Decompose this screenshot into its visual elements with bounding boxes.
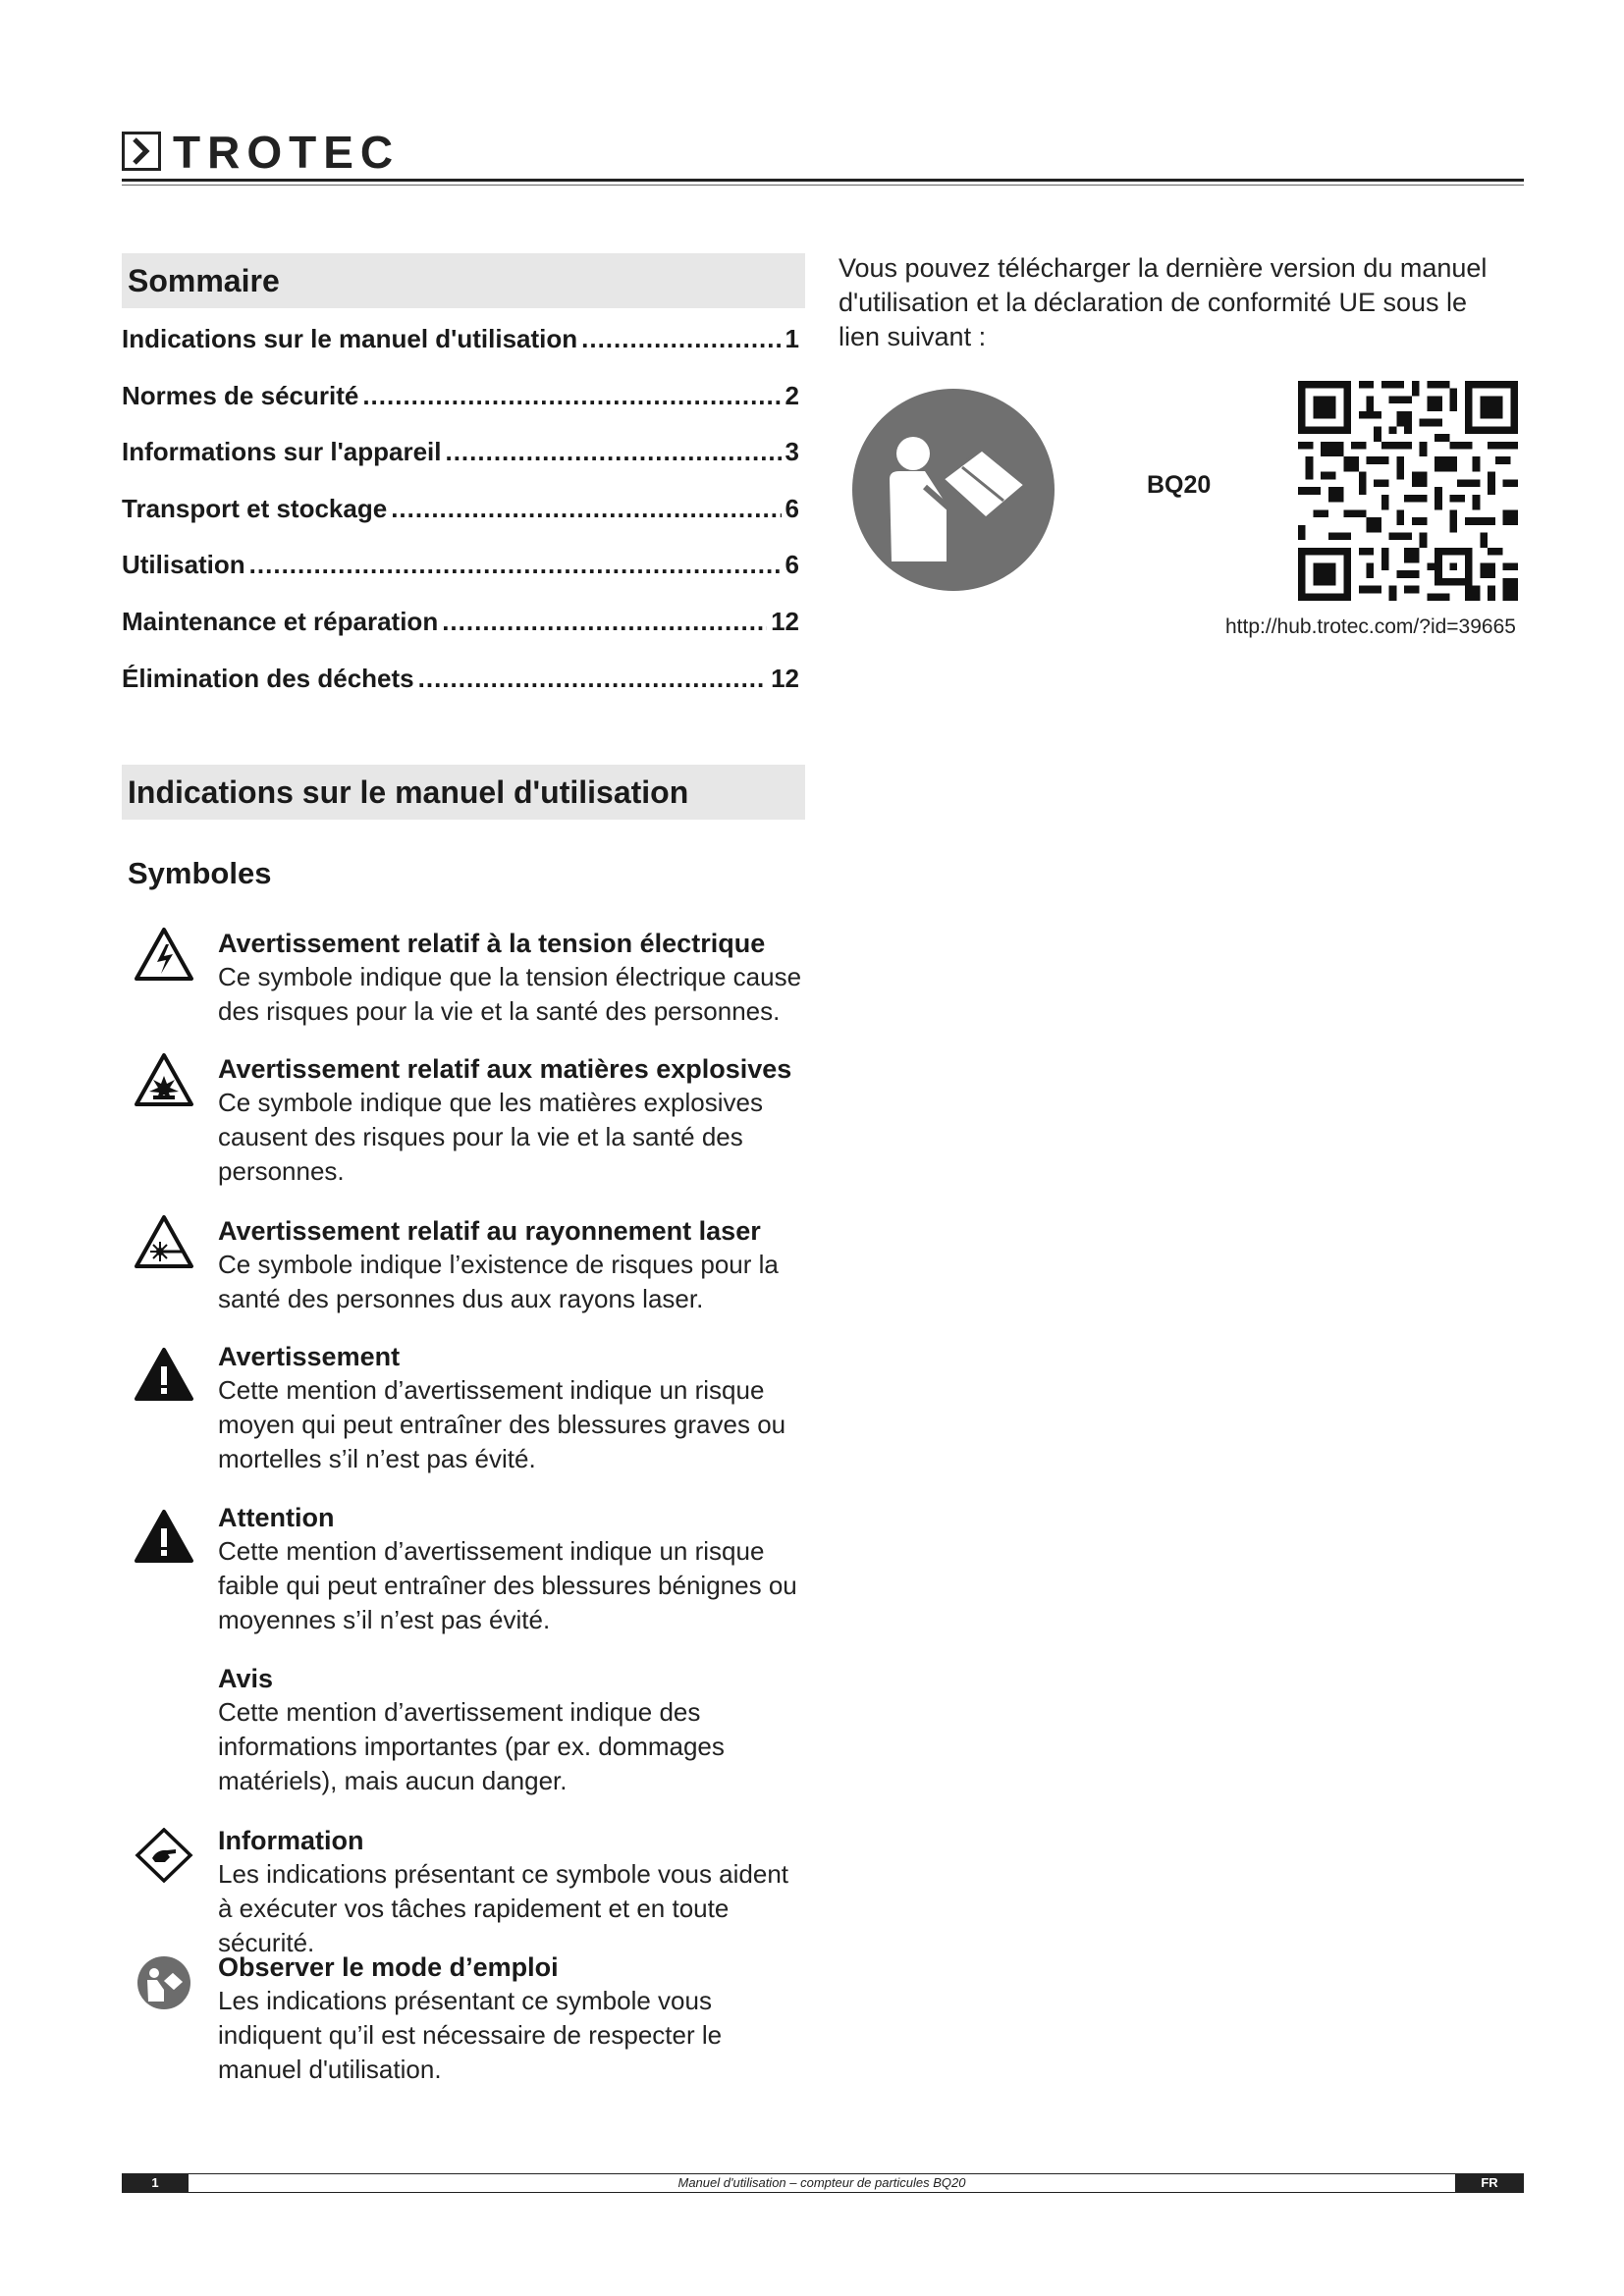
model-label: BQ20 [1147,471,1212,499]
footer-title: Manuel d'utilisation – compteur de particules BQ20 [677,2175,966,2190]
symbol-description: Ce symbole indique que la tension électrique cause des risques pour la vie et la santé des personnes. [218,962,802,1026]
toc-entry-page: 12 [771,663,799,693]
read-manual-icon [852,389,1055,591]
symbol-title: Attention [218,1503,335,1532]
symbol-description: Cette mention d’avertissement indique un risque moyen qui peut entraîner des blessures graves ou mortelles s’il n’est pas évité. [218,1375,786,1473]
warning-icon [134,1347,194,1402]
toc-entry-page: 2 [785,380,799,410]
information-icon [134,1828,194,1883]
symbol-entry [218,927,807,1029]
toc-entry-title: Normes de sécurité [122,380,359,410]
toc-entry-title: Indications sur le manuel d'utilisation [122,324,578,353]
laser-radiation-warning-icon [134,1214,194,1269]
attention-icon [134,1509,194,1564]
symbol-entry [218,1214,807,1316]
toc-entry-title: Informations sur l'appareil [122,437,442,467]
symbol-title: Avertissement relatif aux matières explosives [218,1054,792,1084]
toc-leader [362,381,781,411]
toc-entry-title: Utilisation [122,550,245,580]
toc-entry-page: 6 [785,493,799,523]
symbol-title: Avertissement relatif à la tension électrique [218,929,766,958]
toc-entry-title: Transport et stockage [122,493,388,523]
symbol-title: Observer le mode d’emploi [218,1952,559,1982]
table-of-contents [122,324,799,720]
toc-leader [581,324,781,354]
symbols-subheading: Symboles [128,856,272,890]
toc-entry[interactable] [122,494,799,551]
toc-entry[interactable] [122,437,799,494]
toc-entry-page: 3 [785,437,799,467]
electric-voltage-warning-icon [134,927,194,982]
toc-entry-title: Élimination des déchets [122,663,414,693]
footer-page-number: 1 [122,2173,189,2193]
toc-leader [418,664,767,694]
toc-entry[interactable] [122,381,799,438]
toc-entry[interactable] [122,607,799,664]
footer-language: FR [1455,2173,1524,2193]
symbol-entry [218,1950,807,2087]
symbol-description: Les indications présentant ce symbole vous indiquent qu’il est nécessaire de respecter le manuel d'utilisation. [218,1986,723,2084]
symbol-entry [218,1662,807,1798]
symbol-entry [218,1501,807,1637]
symbol-title: Information [218,1826,364,1855]
symbol-entry [218,1340,807,1476]
toc-leader [249,550,782,580]
toc-entry-page: 12 [771,606,799,636]
brand-logo-mark [122,132,161,171]
symbol-description: Ce symbole indique que les matières explosives causent des risques pour la vie et la santé des personnes. [218,1088,763,1186]
explosive-materials-warning-icon [134,1052,194,1107]
symbol-description: Cette mention d’avertissement indique un risque faible qui peut entraîner des blessures bénignes ou moyennes s’il n’est pas évité. [218,1536,797,1634]
symbol-title: Avertissement relatif au rayonnement laser [218,1216,761,1246]
symbol-description: Ce symbole indique l’existence de risques pour la santé des personnes dus aux rayons laser. [218,1250,779,1313]
symbol-description: Les indications présentant ce symbole vous aident à exécuter vos tâches rapidement et en toute sécurité. [218,1859,789,1957]
toc-leader [391,494,781,524]
read-manual-icon [134,1955,194,2010]
symbol-entry [218,1824,807,1960]
toc-entry-page: 6 [785,550,799,580]
brand-logo-text: TROTEC [173,127,401,178]
toc-entry-page: 1 [785,324,799,353]
symbol-title: Avertissement [218,1342,401,1371]
toc-entry-title: Maintenance et réparation [122,606,439,636]
symbol-title: Avis [218,1664,274,1693]
header-rule [122,179,1524,182]
download-url[interactable]: http://hub.trotec.com/?id=39665 [1225,615,1516,638]
toc-entry[interactable] [122,664,799,721]
toc-leader [442,607,767,637]
download-intro-text: Vous pouvez télécharger la dernière version du manuel d'utilisation et la déclaration de conformité UE sous le lien suivant : [839,253,1488,351]
toc-entry[interactable] [122,324,799,381]
symbol-description: Cette mention d’avertissement indique des informations importantes (par ex. dommages matériels), mais aucun danger. [218,1697,725,1795]
qr-code[interactable] [1298,381,1518,601]
toc-entry[interactable] [122,550,799,607]
section-heading-manual: Indications sur le manuel d'utilisation [122,765,805,820]
symbol-entry [218,1052,807,1189]
header-rule-thin [122,185,1524,186]
toc-heading: Sommaire [122,253,805,308]
toc-leader [445,437,781,467]
